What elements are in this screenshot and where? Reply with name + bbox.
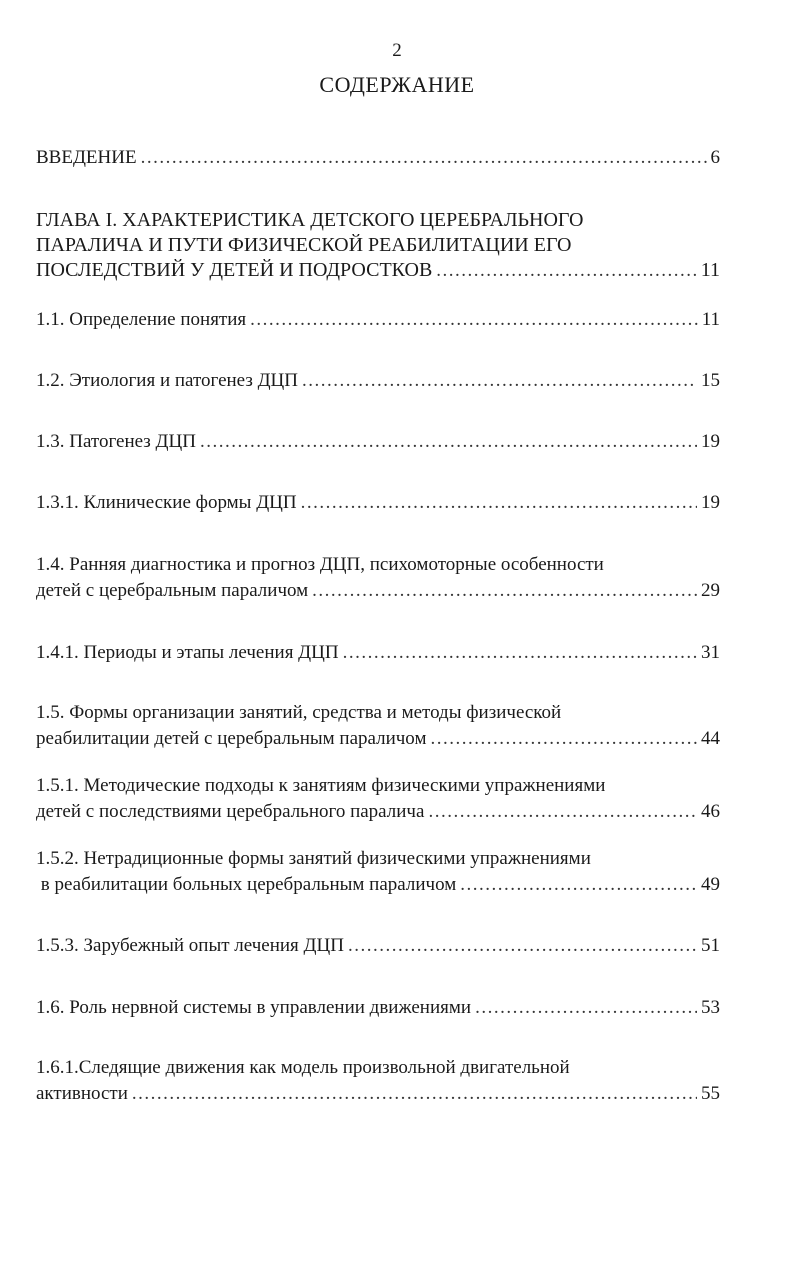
toc-entry-title-line: 1.5.1. Методические подходы к занятиям физическими упражнениями [36,775,606,796]
toc-entry-title-line: ПОСЛЕДСТВИЙ У ДЕТЕЙ И ПОДРОСТКОВ [36,259,433,281]
toc-entry-1-4 [36,552,720,604]
dot-leader [132,1081,697,1107]
dot-leader [348,933,697,959]
toc-entry-1-5-2 [36,846,720,898]
toc-entry-page: 11 [700,259,720,281]
toc-entry-page: 11 [701,309,720,330]
toc-entry-page: 51 [701,935,720,956]
dot-leader [428,799,697,825]
toc-entry-page: 31 [701,642,720,663]
toc-entry-title: 1.5.3. Зарубежный опыт лечения ДЦП [36,935,344,956]
toc-entry-1-6-1 [36,1055,720,1107]
toc-entry-1-5-1 [36,773,720,825]
toc-entry-1-3-1 [36,490,720,516]
toc-entry-page: 29 [701,580,720,601]
toc-entry-title: 1.4.1. Периоды и этапы лечения ДЦП [36,642,339,663]
dot-leader [312,578,697,604]
dot-leader [430,726,697,752]
toc-entry-1-1 [36,307,720,333]
toc-entry-title: 1.2. Этиология и патогенез ДЦП [36,370,298,391]
toc-entry-title-line: детей с последствиями церебрального паралича [36,801,425,822]
dot-leader [200,429,697,455]
toc-entry-page: 6 [710,147,720,168]
toc-entry-page: 49 [701,874,720,895]
toc-entry-1-3 [36,429,720,455]
toc-entry-title-line: 1.5. Формы организации занятий, средства и методы физической [36,702,562,723]
toc-entry-title-line: реабилитации детей с церебральным параличом [36,728,427,749]
toc-entry-introduction [36,145,720,171]
toc-entry-1-6 [36,995,720,1021]
dot-leader [301,490,697,516]
page-number: 2 [392,40,402,61]
toc-entry-title: 1.3.1. Клинические формы ДЦП [36,492,297,513]
dot-leader [343,640,697,666]
toc-entry-page: 44 [701,728,720,749]
toc-entry-1-4-1 [36,640,720,666]
toc-entry-page: 46 [701,801,720,822]
dot-leader [436,258,696,283]
toc-entry-title: 1.6. Роль нервной системы в управлении движениями [36,997,472,1018]
toc-entry-title-line: 1.6.1.Следящие движения как модель произвольной двигательной [36,1057,570,1078]
page-title: СОДЕРЖАНИЕ [319,72,475,97]
dot-leader [141,145,707,171]
toc-entry-title-line: ПАРАЛИЧА И ПУТИ ФИЗИЧЕСКОЙ РЕАБИЛИТАЦИИ ЕГО [36,234,572,256]
toc-entry-title-line: 1.5.2. Нетрадиционные формы занятий физическими упражнениями [36,848,591,869]
toc-entry-page: 55 [701,1083,720,1104]
toc-entry-chapter-1 [36,208,720,283]
dot-leader [250,307,698,333]
dot-leader [302,368,697,394]
toc-entry-title: 1.1. Определение понятия [36,309,247,330]
toc-entry-title-line: ГЛАВА I. ХАРАКТЕРИСТИКА ДЕТСКОГО ЦЕРЕБРАЛЬНОГО [36,209,584,231]
toc-entry-1-5-3 [36,933,720,959]
toc-entry-page: 53 [701,997,720,1018]
toc-entry-page: 19 [701,492,720,513]
toc-entry-title-line: активности [36,1083,128,1104]
toc-entry-page: 19 [701,431,720,452]
toc-entry-title-line: 1.4. Ранняя диагностика и прогноз ДЦП, психомоторные особенности [36,554,604,575]
toc-entry-1-2 [36,368,720,394]
dot-leader [475,995,697,1021]
toc-entry-page: 15 [701,370,720,391]
toc-entry-title: 1.3. Патогенез ДЦП [36,431,196,452]
toc-entry-title: ВВЕДЕНИЕ [36,147,137,168]
toc-entry-title-line: детей с церебральным параличом [36,580,309,601]
dot-leader [460,872,697,898]
toc-entry-title-line: в реабилитации больных церебральным параличом [36,874,457,895]
toc-entry-1-5 [36,700,720,752]
